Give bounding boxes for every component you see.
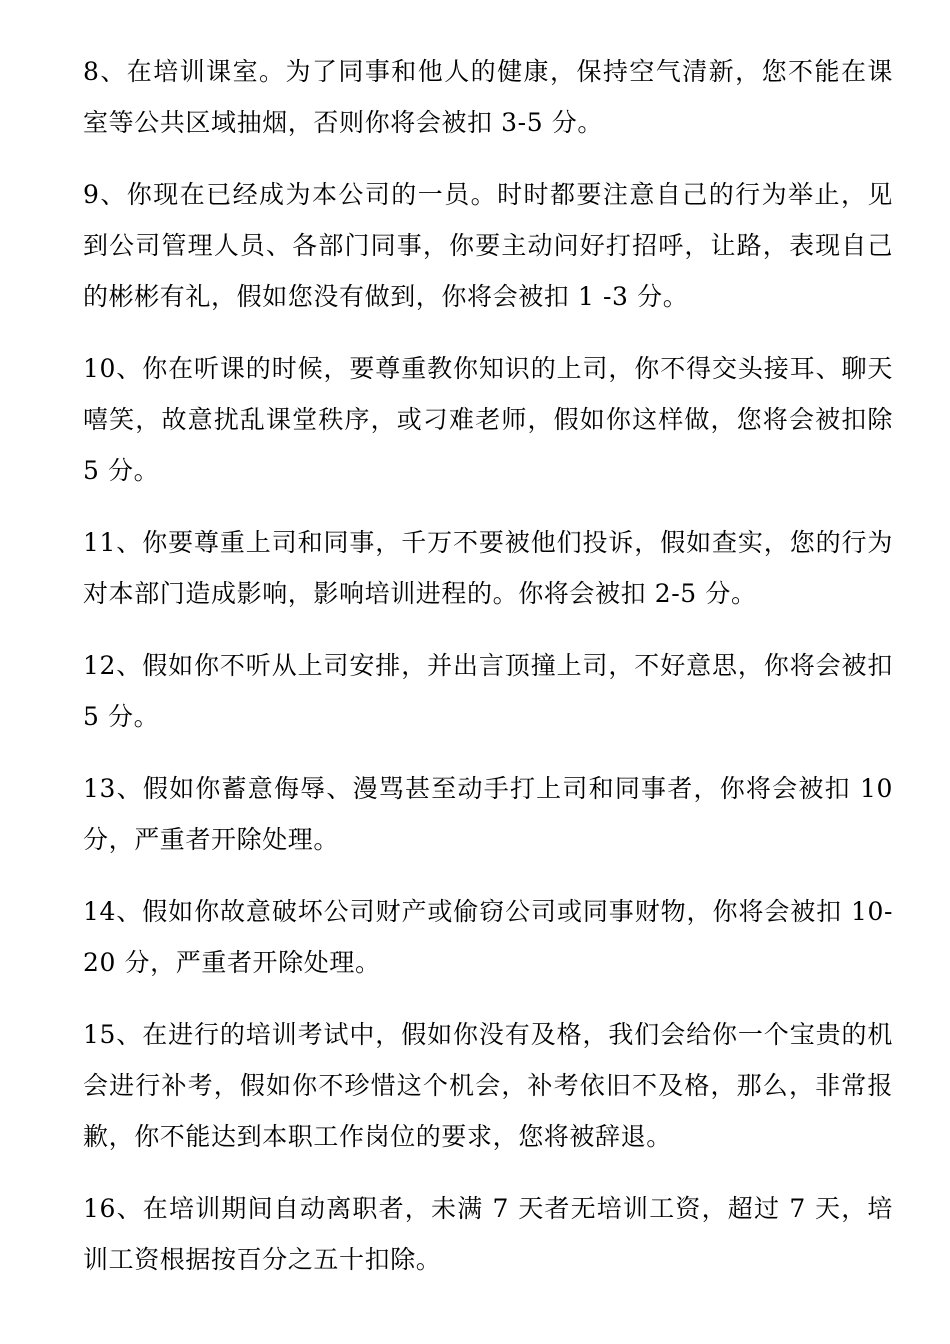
rule-12: 12、假如你不听从上司安排，并出言顶撞上司，不好意思，你将会被扣 5 分。 (83, 651, 893, 731)
document-page (83, 46, 893, 1306)
rule-10: 10、你在听课的时候，要尊重教你知识的上司，你不得交头接耳、聊天嘻笑，故意扰乱课堂秩序，或刁难老师，假如你这样做，您将会被扣除 5 分。 (83, 354, 893, 485)
rule-8: 8、在培训课室。为了同事和他人的健康，保持空气清新，您不能在课室等公共区域抽烟，否则你将会被扣 3-5 分。 (83, 57, 893, 137)
rule-15: 15、在进行的培训考试中，假如你没有及格，我们会给你一个宝贵的机会进行补考，假如你不珍惜这个机会，补考依旧不及格，那么，非常报歉，你不能达到本职工作岗位的要求，您将被辞退。 (83, 1020, 893, 1151)
rule-16: 16、在培训期间自动离职者，未满 7 天者无培训工资，超过 7 天，培训工资根据按百分之五十扣除。 (83, 1194, 893, 1274)
rule-9: 9、你现在已经成为本公司的一员。时时都要注意自己的行为举止，见到公司管理人员、各部门同事，你要主动问好打招呼，让路，表现自己的彬彬有礼，假如您没有做到，你将会被扣 1 -3 分。 (83, 180, 893, 311)
rule-14: 14、假如你故意破坏公司财产或偷窃公司或同事财物，你将会被扣 10-20 分，严重者开除处理。 (83, 897, 893, 977)
rule-13: 13、假如你蓄意侮辱、漫骂甚至动手打上司和同事者，你将会被扣 10 分，严重者开除处理。 (83, 774, 893, 854)
rule-11: 11、你要尊重上司和同事，千万不要被他们投诉，假如查实，您的行为对本部门造成影响，影响培训进程的。你将会被扣 2-5 分。 (83, 528, 893, 608)
